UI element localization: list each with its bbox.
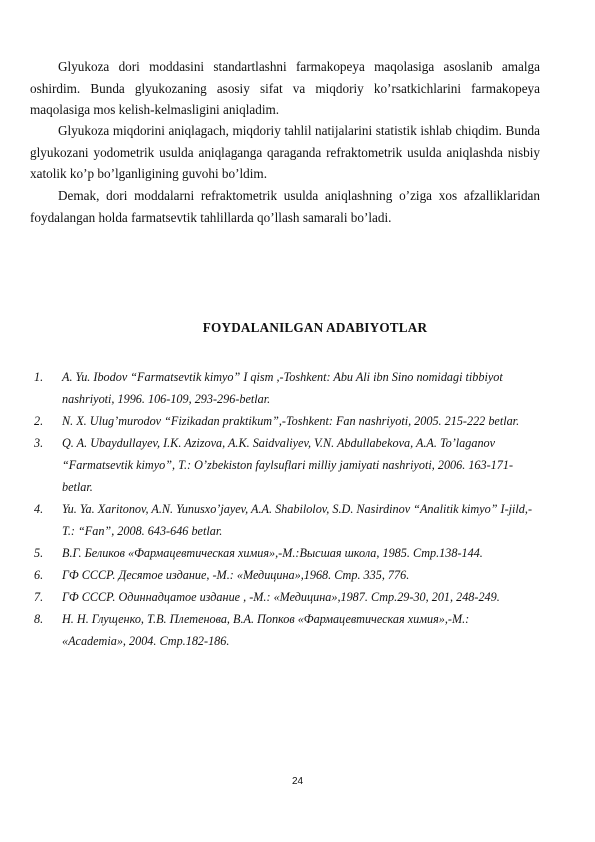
reference-text: N. X. Ulug’murodov “Fizikadan praktikum”,-Toshkent: Fan nashriyoti, 2005. 215-222 betlar. bbox=[62, 414, 520, 428]
reference-item bbox=[34, 366, 532, 410]
reference-number: 6. bbox=[34, 568, 44, 582]
reference-number: 2. bbox=[34, 414, 44, 428]
reference-item bbox=[34, 564, 532, 586]
reference-text: Yu. Ya. Xaritonov, A.N. Yunusxo’jayev, A.A. Shabilolov, S.D. Nasirdinov “Analitik kimyo” I-jild,-T.: “Fan”, 2008. 643-646 betlar. bbox=[62, 502, 532, 538]
reference-number: 5. bbox=[34, 546, 44, 560]
reference-text: ГФ СССР. Десятое издание, -М.: «Медицина»,1968. Стр. 335, 776. bbox=[62, 568, 410, 582]
body-paragraph-3: Demak, dori moddalarni refraktometrik usulda aniqlashning o’ziga xos afzalliklaridan foydalangan holda farmatsevtik tahlillarda qo’llash samarali bo’ladi. bbox=[30, 188, 540, 225]
reference-item bbox=[34, 498, 532, 542]
reference-item bbox=[34, 410, 532, 432]
reference-item bbox=[34, 586, 532, 608]
reference-number: 3. bbox=[34, 436, 44, 450]
reference-text: Н. Н. Глущенко, Т.В. Плетенова, В.А. Попков «Фармацевтическая химия»,-М.: «Academia», 2004. Стр.182-186. bbox=[62, 612, 470, 648]
reference-item bbox=[34, 432, 532, 498]
reference-text: ГФ СССР. Одиннадцатое издание , -М.: «Медицина»,1987. Стр.29-30, 201, 248-249. bbox=[62, 590, 500, 604]
reference-item bbox=[34, 608, 532, 652]
references-heading: FOYDALANILGAN ADABIYOTLAR bbox=[202, 320, 428, 335]
reference-number: 8. bbox=[34, 612, 44, 626]
reference-text: A. Yu. Ibodov “Farmatsevtik kimyo” I qism ,-Toshkent: Abu Ali ibn Sino nomidagi tibbiyot nashriyoti, 1996. 106-109, 293-296-betlar. bbox=[62, 370, 503, 406]
reference-number: 1. bbox=[34, 370, 44, 384]
reference-text: Q. A. Ubaydullayev, I.K. Azizova, A.K. Saidvaliyev, V.N. Abdullabekova, A.A. To’laganov “Farmatsevtik kimyo”, T.: O’zbekiston faylsuflari milliy jamiyati nashriyoti, 2006. 163-171-betlar. bbox=[62, 436, 514, 494]
reference-number: 4. bbox=[34, 502, 44, 516]
references-list bbox=[34, 366, 532, 652]
body-paragraph-2: Glyukoza miqdorini aniqlagach, miqdoriy tahlil natijalarini statistik ishlab chiqdim. Bunda glyukozani yodometrik usulda aniqlaganga qaraganda refraktometrik usulda aniqlashda nisbiy xatolik ko’p bo’lganligining guvohi bo’ldim. bbox=[30, 123, 540, 181]
reference-text: В.Г. Беликов «Фармацевтическая химия»,-М.:Высшая школа, 1985. Стр.138-144. bbox=[62, 546, 483, 560]
reference-number: 7. bbox=[34, 590, 44, 604]
body-paragraph-1: Glyukoza dori moddasini standartlashni farmakopeya maqolasiga asoslanib amalga oshirdim. Bunda glyukozaning asosiy sifat va miqdoriy ko’rsatkichlarini farmakopeya maqolasiga mos kelish-kelmasligini aniqladim. bbox=[30, 59, 540, 117]
page-number: 24 bbox=[291, 776, 304, 787]
reference-item bbox=[34, 542, 532, 564]
